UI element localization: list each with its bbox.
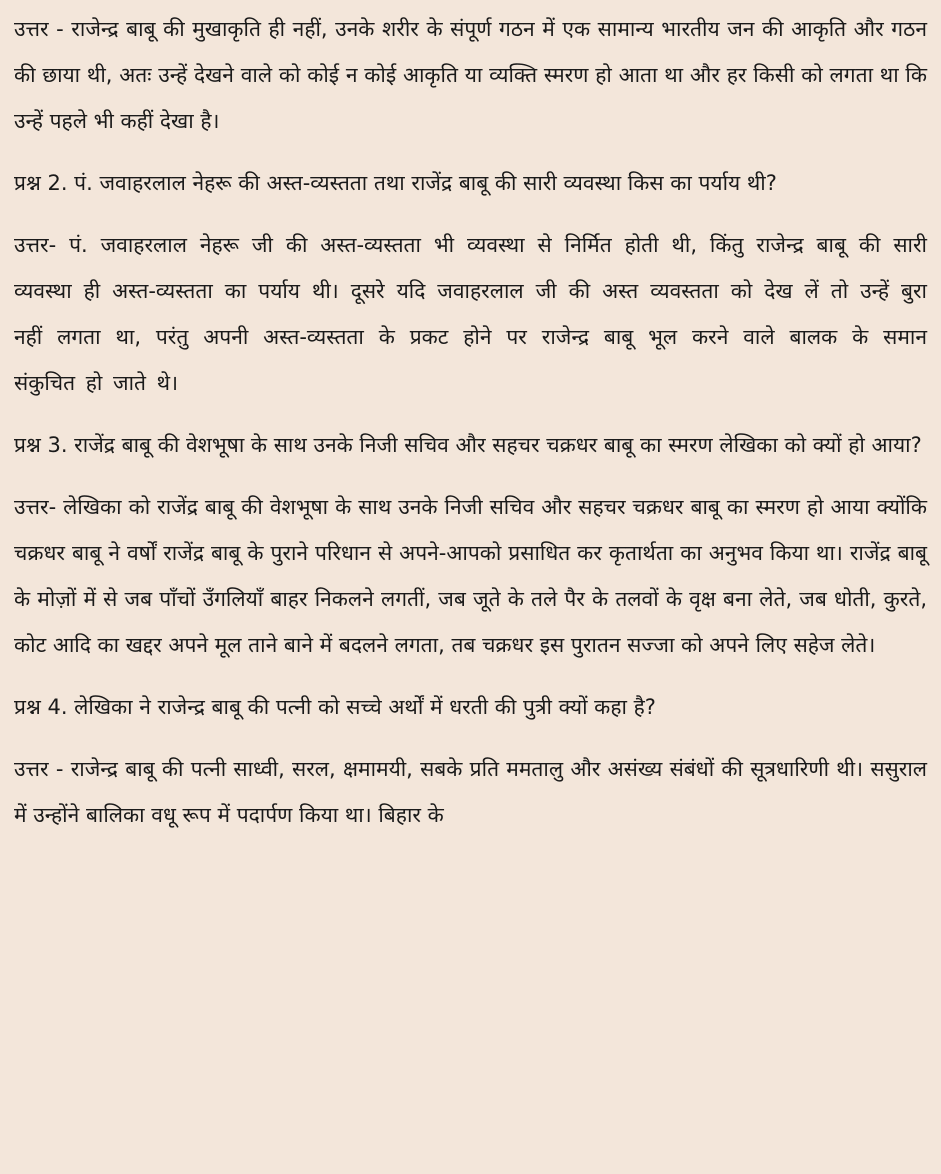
answer-1-paragraph: उत्तर - राजेन्द्र बाबू की मुखाकृति ही नहीं, उनके शरीर के संपूर्ण गठन में एक सामान्य भारतीय जन की आकृति और गठन की छाया थी, अतः उन्हें देखने वाले को कोई न कोई आकृति या व्यक्ति स्मरण हो आता था और हर किसी को लगता था कि उन्हें पहले भी कहीं देखा है। — [14, 17, 927, 133]
answer-3-paragraph: उत्तर- लेखिका को राजेंद्र बाबू की वेशभूषा के साथ उनके निजी सचिव और सहचर चक्रधर बाबू का स्मरण हो आया क्योंकि चक्रधर बाबू ने वर्षों राजेंद्र बाबू के पुराने परिधान से अपने-आपको प्रसाधित कर कृतार्थता का अनुभव किया था। राजेंद्र बाबू के मोज़ों में से जब पाँचों उँगलियाँ बाहर निकलने लगतीं, जब जूते के तले पैर के तलवों के वृक्ष बना लेते, जब धोती, कुरते, कोट आदि का खद्दर अपने मूल ताने बाने में बदलने लगता, तब चक्रधर इस पुरातन सज्जा को अपने लिए सहेज लेते। — [14, 495, 927, 657]
answer-4-paragraph: उत्तर - राजेन्द्र बाबू की पत्नी साध्वी, सरल, क्षमामयी, सबके प्रति ममतालु और असंख्य संबंधों की सूत्रधारिणी थी। ससुराल में उन्होंने बालिका वधू रूप में पदार्पण किया था। बिहार के — [14, 757, 927, 827]
question-2-paragraph: प्रश्न 2. पं. जवाहरलाल नेहरू की अस्त-व्यस्तता तथा राजेंद्र बाबू की सारी व्यवस्था किस का पर्याय थी? — [14, 171, 777, 195]
question-3-paragraph: प्रश्न 3. राजेंद्र बाबू की वेशभूषा के साथ उनके निजी सचिव और सहचर चक्रधर बाबू का स्मरण लेखिका को क्यों हो आया? — [14, 433, 922, 457]
question-4-paragraph: प्रश्न 4. लेखिका ने राजेन्द्र बाबू की पत्नी को सच्चे अर्थों में धरती की पुत्री क्यों कहा है? — [14, 695, 656, 719]
answer-2-paragraph: उत्तर- पं. जवाहरलाल नेहरू जी की अस्त-व्यस्तता भी व्यवस्था से निर्मित होती थी, किंतु राजेन्द्र बाबू की सारी व्यवस्था ही अस्त-व्यस्तता का पर्याय थी। दूसरे यदि जवाहरलाल जी की अस्त व्यवस्तता को देख लें तो उन्हें बुरा नहीं लगता था, परंतु अपनी अस्त-व्यस्तता के प्रकट होने पर राजेन्द्र बाबू भूल करने वाले बालक के समान संकुचित हो जाते थे। — [14, 233, 927, 395]
